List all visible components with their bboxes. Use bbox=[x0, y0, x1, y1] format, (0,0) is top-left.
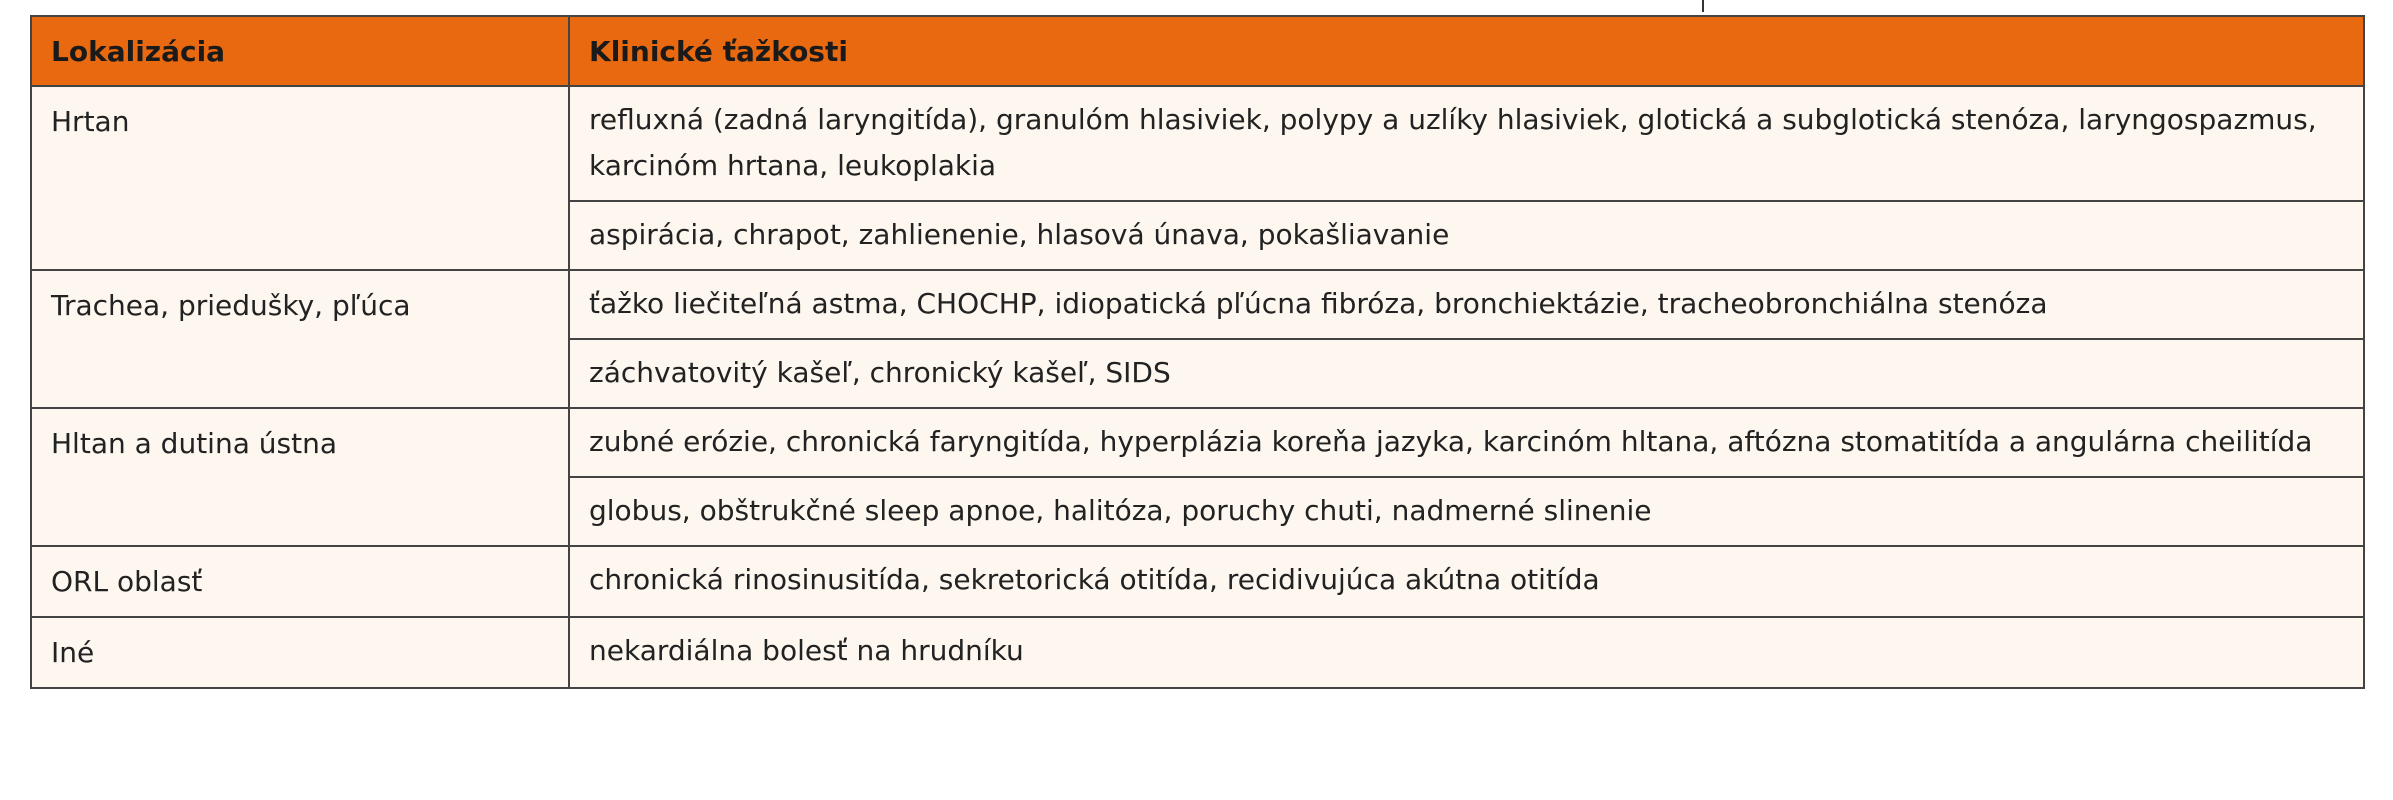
complaints-cell: nekardiálna bolesť na hrudníku bbox=[569, 617, 2364, 688]
header-row bbox=[31, 16, 2364, 86]
header-clinical-complaints: Klinické ťažkosti bbox=[569, 16, 2364, 86]
localization-cell: Trachea, priedušky, pľúca bbox=[31, 270, 569, 408]
table-row bbox=[31, 408, 2364, 477]
table-row bbox=[31, 546, 2364, 617]
localization-cell: Iné bbox=[31, 617, 569, 688]
complaints-cell: refluxná (zadná laryngitída), granulóm hlasiviek, polypy a uzlíky hlasiviek, glotická a subglotická stenóza, laryngospazmus, karcinóm hrtana, leukoplakia bbox=[569, 86, 2364, 201]
top-divider-mark bbox=[1702, 0, 1704, 12]
complaints-cell: ťažko liečiteľná astma, CHOCHP, idiopatická pľúcna fibróza, bronchiektázie, tracheobronchiálna stenóza bbox=[569, 270, 2364, 339]
complaints-cell: záchvatovitý kašeľ, chronický kašeľ, SIDS bbox=[569, 339, 2364, 408]
localization-cell: ORL oblasť bbox=[31, 546, 569, 617]
localization-cell: Hrtan bbox=[31, 86, 569, 270]
table-row bbox=[31, 270, 2364, 339]
complaints-cell: globus, obštrukčné sleep apnoe, halitóza, poruchy chuti, nadmerné slinenie bbox=[569, 477, 2364, 546]
complaints-cell: chronická rinosinusitída, sekretorická otitída, recidivujúca akútna otitída bbox=[569, 546, 2364, 617]
complaints-cell: aspirácia, chrapot, zahlienenie, hlasová únava, pokašliavanie bbox=[569, 201, 2364, 270]
table-row bbox=[31, 617, 2364, 688]
localization-cell: Hltan a dutina ústna bbox=[31, 408, 569, 546]
header-localization: Lokalizácia bbox=[31, 16, 569, 86]
symptoms-table bbox=[30, 15, 2365, 689]
complaints-cell: zubné erózie, chronická faryngitída, hyperplázia koreňa jazyka, karcinóm hltana, aftózna stomatitída a angulárna cheilitída bbox=[569, 408, 2364, 477]
table-row bbox=[31, 86, 2364, 201]
